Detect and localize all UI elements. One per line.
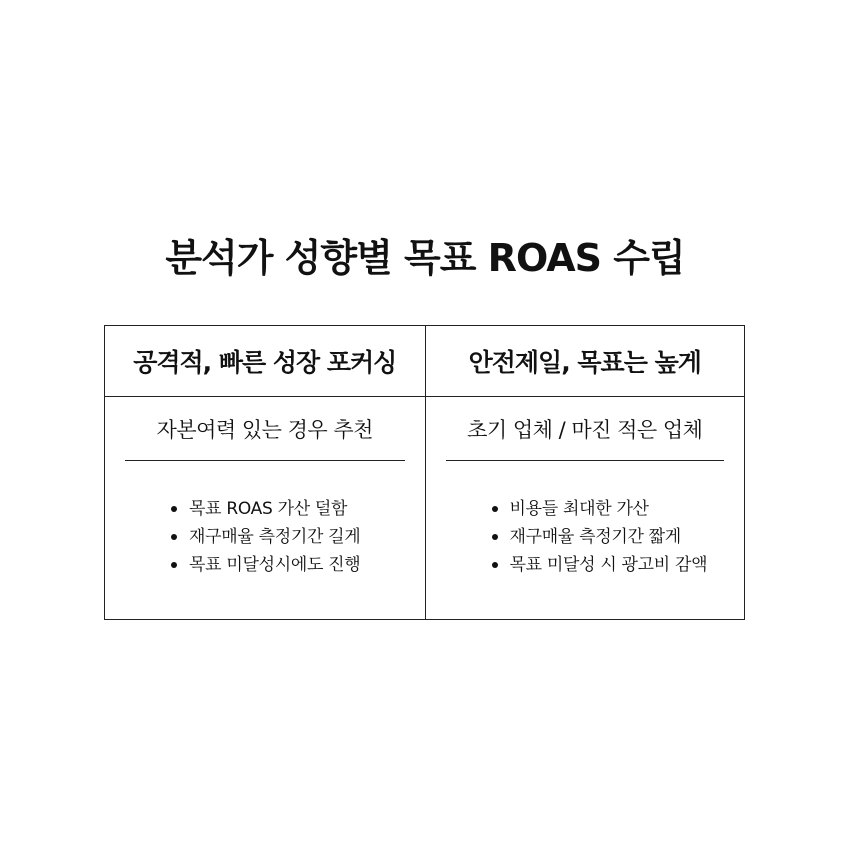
page-title: 분석가 성향별 목표 ROAS 수립: [165, 236, 685, 280]
column-header-aggressive: 공격적, 빠른 성장 포커싱: [105, 326, 425, 397]
comparison-table: [104, 325, 745, 620]
bullet-text: 목표 미달성시에도 진행: [189, 555, 361, 575]
bullet-list-aggressive: [105, 461, 425, 579]
safe-column: [425, 326, 745, 619]
bullet-list-safe: [426, 461, 745, 579]
bullet-dot-icon: [171, 506, 177, 512]
list-item: [490, 495, 745, 523]
aggressive-column: [105, 326, 425, 619]
column-subtitle-aggressive: 자본여력 있는 경우 추천: [125, 397, 405, 461]
bullet-text: 목표 ROAS 가산 덜함: [189, 499, 348, 519]
list-item: [169, 523, 425, 551]
bullet-dot-icon: [171, 562, 177, 568]
bullet-text: 재구매율 측정기간 짧게: [509, 527, 681, 547]
bullet-text: 목표 미달성 시 광고비 감액: [509, 555, 708, 575]
list-item: [490, 551, 745, 579]
list-item: [169, 495, 425, 523]
bullet-dot-icon: [171, 534, 177, 540]
list-item: [490, 523, 745, 551]
column-header-safe: 안전제일, 목표는 높게: [426, 326, 745, 397]
bullet-dot-icon: [492, 534, 498, 540]
bullet-dot-icon: [492, 506, 498, 512]
list-item: [169, 551, 425, 579]
bullet-text: 재구매율 측정기간 길게: [189, 527, 361, 547]
bullet-text: 비용들 최대한 가산: [509, 499, 649, 519]
bullet-dot-icon: [492, 562, 498, 568]
column-subtitle-safe: 초기 업체 / 마진 적은 업체: [446, 397, 725, 461]
